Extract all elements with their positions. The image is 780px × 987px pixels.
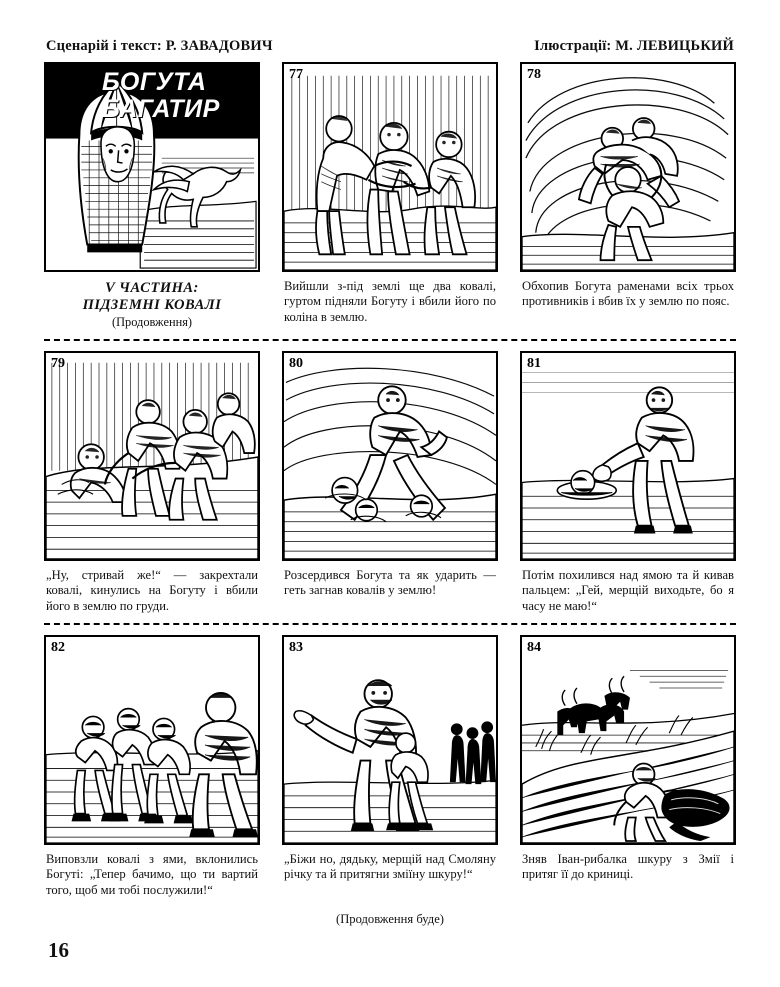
illustration-role-label: Ілюстрації:: [534, 38, 612, 54]
script-author-name: Р. ЗАВАДОВИЧ: [165, 38, 273, 54]
comic-cell-logo: [44, 62, 260, 330]
comic-cell-82: [44, 635, 260, 898]
panel-number: 80: [289, 356, 303, 371]
credits-header: [44, 38, 736, 55]
comic-panel: [44, 635, 260, 845]
panel-artwork-man-dragging-snake-skin-with-oxen: [522, 637, 734, 843]
comic-panel: [282, 635, 498, 845]
comic-row-2: [44, 351, 736, 614]
continuation-note: (Продовження буде): [336, 912, 444, 927]
comic-panel: [282, 351, 498, 561]
comic-row-1: [44, 62, 736, 330]
illustrator-name: М. ЛЕВИЦЬКИЙ: [615, 38, 734, 54]
part-title-continued: (Продовження): [111, 315, 193, 329]
comic-cell-84: [520, 635, 736, 898]
panel-artwork-smiths-bowing-to-hero: [46, 637, 258, 843]
title-panel: [44, 62, 260, 272]
panel-number: 84: [527, 640, 541, 656]
comic-cell-80: [282, 351, 498, 614]
credits-right: [534, 38, 734, 55]
panel-artwork-smiths-pushing-hero-down: [46, 353, 258, 559]
comic-cell-78: [520, 62, 736, 330]
panel-artwork-three-men-wrestling: [284, 64, 496, 270]
comic-panel: [520, 351, 736, 561]
panel-caption: Зняв Іван-рибалка шкуру з Змії і притяг її до криниці.: [522, 852, 734, 882]
row-separator-1: [44, 339, 736, 341]
comic-cell-83: [282, 635, 498, 898]
panel-caption: „Біжи но, дядьку, мерщій над Смоляну річку та й притягни зміїну шкуру!“: [284, 852, 496, 882]
page-number: 16: [48, 938, 69, 962]
panel-artwork-hero-striking-smiths-into-ground: [284, 353, 496, 559]
row-separator-2: [44, 623, 736, 625]
panel-caption: Обхопив Богута раменами всіх трьох противників і вбив їх у землю по пояс.: [522, 279, 734, 309]
comic-panel: [520, 62, 736, 272]
comic-cell-77: [282, 62, 498, 330]
panel-caption: Вийшли з-під землі ще два ковалі, гуртом підняли Богуту і вбили його по коліна в землю.: [284, 279, 496, 324]
panel-caption: Виповзли ковалі з ями, вклонились Богуті: „Тепер бачимо, що ти вартий того, щоб ми тобі послужили!“: [46, 852, 258, 897]
comic-cell-81: [520, 351, 736, 614]
part-title-line-2: ПІДЗЕМНІ КОВАЛІ: [82, 297, 222, 313]
panel-number: 82: [51, 640, 65, 656]
part-title-block: [44, 272, 260, 330]
panel-caption: Потім похилився над ямою та й кивав пальцем: „Гей, мерщій виходьте, бо я часу не маю!“: [522, 568, 734, 613]
comic-row-3: [44, 635, 736, 898]
comic-panel: [282, 62, 498, 272]
panel-artwork-hero-bending-over-pit-beckoning: [522, 353, 734, 559]
comic-logo-text: [102, 69, 220, 123]
panel-number: 78: [527, 67, 541, 82]
script-role-label: Сценарій і текст:: [46, 38, 162, 54]
logo-line-1: БОГУТА: [102, 68, 207, 96]
panel-caption: Розсердився Богута та як ударить — геть загнав ковалів у землю!: [284, 568, 496, 598]
panel-number: 79: [51, 356, 65, 371]
part-title-line-1: V ЧАСТИНА:: [105, 280, 199, 296]
panel-number: 83: [289, 640, 303, 656]
panel-artwork-hero-pointing-with-boy: [284, 637, 496, 843]
panel-number: 77: [289, 67, 303, 82]
logo-line-2: БАГАТИР: [102, 95, 220, 123]
panel-artwork-hero-lifting-three-men-swirl: [522, 64, 734, 270]
comic-panel: [44, 351, 260, 561]
panel-caption: „Ну, стривай же!“ — закрехтали ковалі, кинулись на Богуту і вбили його в землю по груди.: [46, 568, 258, 613]
panel-number: 81: [527, 356, 541, 371]
comic-cell-79: [44, 351, 260, 614]
credits-left: [46, 38, 273, 55]
comic-panel: [520, 635, 736, 845]
